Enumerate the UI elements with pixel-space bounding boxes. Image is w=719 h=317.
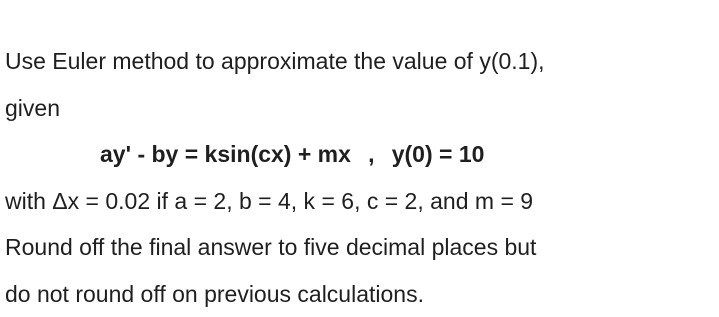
- initial-condition: y(0) = 10: [391, 141, 485, 167]
- instruction-line-2: do not round off on previous calculations.: [5, 280, 424, 307]
- instruction-line-1: Round off the final answer to five decimal places but: [5, 234, 537, 260]
- intro-line-1: Use Euler method to approximate the value of y(0.1),: [5, 48, 545, 74]
- equation-separator: ,: [368, 141, 375, 167]
- differential-equation: [5, 131, 710, 178]
- intro-line-2: given: [5, 94, 60, 121]
- parameters-line: with Δx = 0.02 if a = 2, b = 4, k = 6, c = 2, and m = 9: [5, 187, 534, 214]
- equation-text: ay' - by = ksin(cx) + mx: [100, 141, 351, 167]
- problem-statement: [5, 38, 710, 317]
